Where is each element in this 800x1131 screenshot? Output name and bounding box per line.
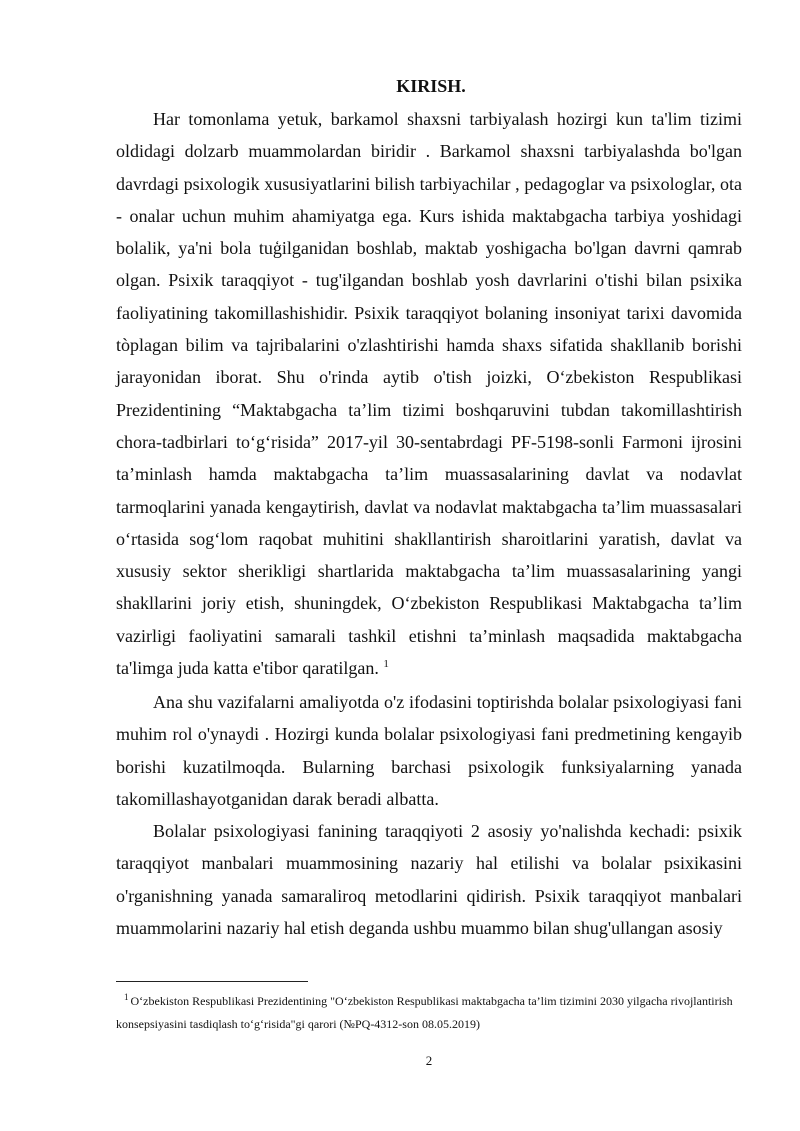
footnote-divider bbox=[116, 981, 308, 982]
footnote-reference[interactable]: 1 bbox=[383, 658, 389, 671]
footnote-number: 1 bbox=[124, 992, 129, 1002]
paragraph-development-directions: Bolalar psixologiyasi fanining taraqqiyoti 2 asosiy yo'nalishda kechadi: psixik taraqqiyot manbalari muammosining nazariy hal etilishi va bolalar psixikasini o'rganishning yanada samaraliroq metodlarini qidirish. Psixik taraqqiyot manbalari muammolarini nazariy hal etish deganda ushbu muammo bilan shug'ullangan asosiy bbox=[116, 821, 742, 938]
paragraph-psychology-role: Ana shu vazifalarni amaliyotda o'z ifodasini toptirishda bolalar psixologiyasi fani muhim rol o'ynaydi . Hozirgi kunda bolalar psixologiyasi fani predmetining kengayib borishi kuzatilmoqda. Bularning barchasi psixologik funksiyalarning yanada takomillashayotganidan darak beradi albatta. bbox=[116, 692, 742, 809]
footnote bbox=[116, 990, 742, 1036]
paragraph-text: Har tomonlama yetuk, barkamol shaxsni tarbiyalash hozirgi kun ta'lim tizimi oldidagi dolzarb muammolardan biridir . Barkamol shaxsni tarbiyalashda bo'lgan davrdagi psixologik xususiyatlarini bilish tarbiyachilar , pedagoglar va psixologlar, ota - onalar uchun muhim ahamiyatga ega. Kurs ishida maktabgacha tarbiya yoshidagi bolalik, ya'ni bola tuģilganidan boshlab, maktab yoshigacha bo'lgan davrni qamrab olgan. Psixik taraqqiyot - tug'ilgandan boshlab yosh davrlarini o'tishi bilan psixika faoliyatining takomillashishidir. Psixik taraqqiyot bolaning insoniyat tarixi davomida tòplagan bilim va tajribalarini o'zlashtirishi hamda shaxs sifatida shakllanib borishi jarayonidan iborat. Shu o'rinda aytib o'tish joizki, O‘zbekiston Respublikasi Prezidentining “Maktabgacha ta’lim tizimi boshqaruvini tubdan takomillashtirish chora-tadbirlari to‘g‘risida” 2017-yil 30-sentabrdagi PF-5198-sonli Farmoni ijrosini ta’minlash hamda maktabgacha ta’lim muassasalarining davlat va nodavlat tarmoqlarini yanada kengaytirish, davlat va nodavlat maktabgacha ta’lim muassasalari o‘rtasida sog‘lom raqobat muhitini shakllantirish sharoitlarini yaratish, davlat va xususiy sektor sherikligi shartlarida maktabgacha ta’lim muassasalarining yangi shakllarini joriy etish, shuningdek, O‘zbekiston Respublikasi Maktabgacha ta’lim vazirligi faoliyatini samarali tashkil etishni ta’minlash maqsadida maktabgacha ta'limga juda katta e'tibor qaratilgan. bbox=[116, 109, 742, 679]
page-number: 2 bbox=[425, 1053, 433, 1068]
paragraph-intro bbox=[116, 103, 742, 684]
section-title: KIRISH. bbox=[396, 76, 466, 96]
footnote-text: O‘zbekiston Respublikasi Prezidentining "O‘zbekiston Respublikasi maktabgacha ta’lim tizimini 2030 yilgacha rivojlantirish konsepsiyasini tasdiqlash to‘g‘risida"gi qarori (№PQ-4312-son 08.05.2019) bbox=[116, 994, 733, 1031]
